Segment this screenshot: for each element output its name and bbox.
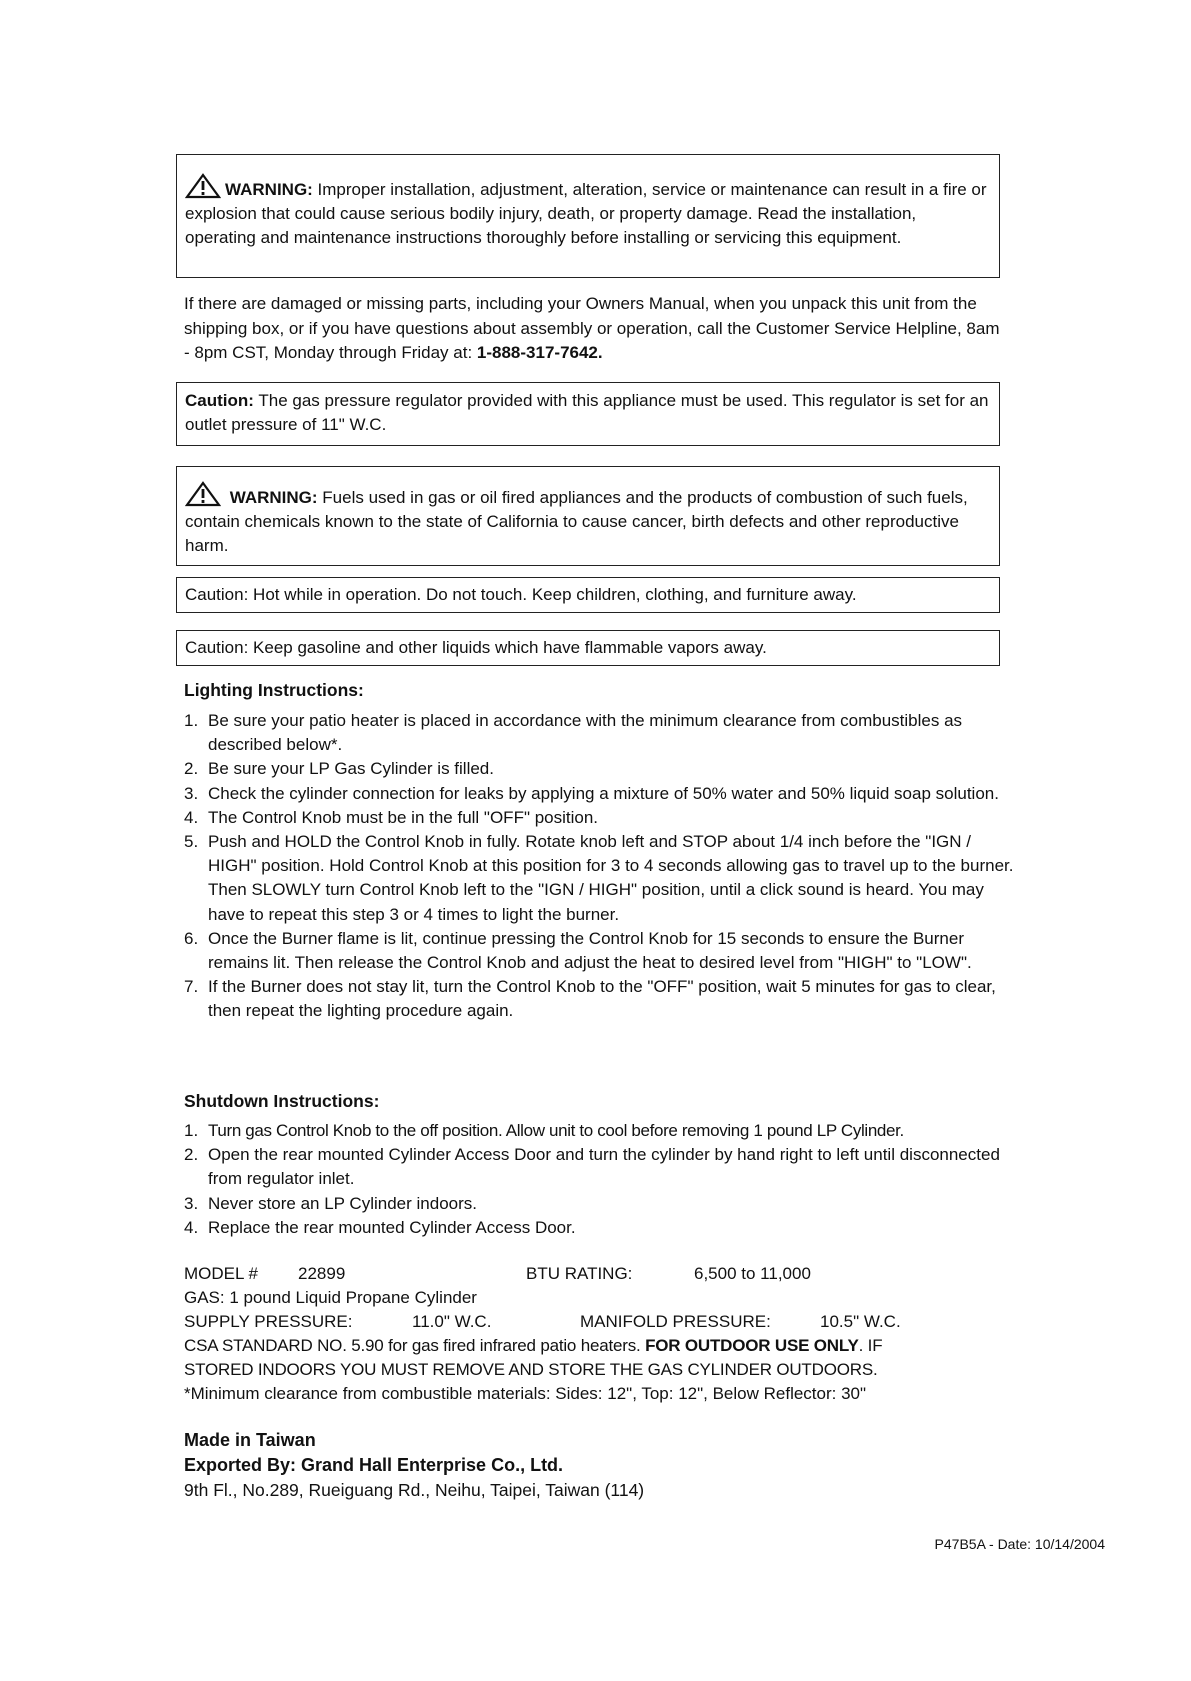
list-item: 3. Never store an LP Cylinder indoors. (184, 1193, 477, 1213)
shutdown-heading: Shutdown Instructions: (184, 1091, 380, 1111)
warning-california-text: Fuels used in gas or oil fired appliances and the products of combustion of such fuels, contain chemicals known to the state of California to cause cancer, birth defects and other reproductive harm. (185, 488, 968, 555)
caution-regulator-text: The gas pressure regulator provided with this appliance must be used. This regulator is set for an outlet pressure of 11" W.C. (185, 391, 989, 434)
btu-label: BTU RATING: (526, 1264, 633, 1283)
caution-box-gasoline (176, 630, 1000, 666)
helpline-paragraph (184, 292, 1004, 366)
list-item: 7. If the Burner does not stay lit, turn the Control Knob to the "OFF" position, wait 5 minutes for gas to clear, then repeat the lighting procedure again. (184, 977, 996, 1021)
caution-box-regulator (176, 382, 1000, 446)
caution-label: Caution: (185, 391, 254, 410)
exported-by: Exported By: Grand Hall Enterprise Co., Ltd. (184, 1455, 564, 1475)
warning-label: WARNING: (225, 180, 313, 199)
model-label: MODEL # (184, 1264, 259, 1283)
address: 9th Fl., No.289, Rueiguang Rd., Neihu, Taipei, Taiwan (114) (184, 1480, 645, 1500)
warning-label: WARNING: (229, 488, 318, 507)
supply-value: 11.0" W.C. (412, 1312, 492, 1331)
list-item: 5. Push and HOLD the Control Knob in fully. Rotate knob left and STOP about 1/4 inch before the "IGN / HIGH" position. Hold Control Knob at this position for 3 to 4 seconds allowing gas to travel up to the burner. Then SLOWLY turn Control Knob left to the "IGN / HIGH" position, until a click sound is heard. You may have to repeat this step 3 or 4 times to light the burner. (184, 832, 1014, 924)
list-item: 6. Once the Burner flame is lit, continue pressing the Control Knob for 15 seconds to ensure the Burner remains lit. Then release the Control Knob and adjust the heat to desired level from "HIGH" to "LOW". (184, 928, 972, 973)
caution-hot-text: Caution: Hot while in operation. Do not touch. Keep children, clothing, and furniture away. (185, 585, 857, 604)
csa-standard: CSA STANDARD NO. 5.90 for gas fired infrared patio heaters. FOR OUTDOOR USE ONLY. IF (184, 1336, 883, 1355)
warning-box-california (176, 466, 1000, 566)
model-value: 22899 (298, 1264, 346, 1283)
shutdown-steps-list (184, 1119, 1014, 1240)
manifold-label: MANIFOLD PRESSURE: (580, 1312, 771, 1331)
lighting-heading: Lighting Instructions: (184, 680, 364, 700)
list-item: 2. Open the rear mounted Cylinder Access Door and turn the cylinder by hand right to left until disconnected from regulator inlet. (184, 1145, 1000, 1189)
made-in: Made in Taiwan (184, 1430, 316, 1450)
caution-gasoline-text: Caution: Keep gasoline and other liquids which have flammable vapors away. (185, 638, 767, 657)
clearance-note: *Minimum clearance from combustible materials: Sides: 12", Top: 12", Below Reflector: 30" (184, 1384, 867, 1403)
list-item: 4. Replace the rear mounted Cylinder Access Door. (184, 1217, 576, 1237)
warning-box-installation (176, 154, 1000, 278)
stored-indoors-notice: STORED INDOORS YOU MUST REMOVE AND STORE THE GAS CYLINDER OUTDOORS. (184, 1360, 878, 1379)
helpline-phone: 1-888-317-7642. (476, 343, 603, 362)
caution-box-hot (176, 577, 1000, 613)
document-code: P47B5A - Date: 10/14/2004 (934, 1536, 1105, 1552)
list-item: 2. Be sure your LP Gas Cylinder is filled. (184, 759, 494, 779)
lighting-steps-list (184, 709, 1014, 1024)
btu-value: 6,500 to 11,000 (694, 1264, 811, 1283)
list-item: 3. Check the cylinder connection for leaks by applying a mixture of 50% water and 50% liquid soap solution. (184, 783, 999, 803)
outdoor-use-only: FOR OUTDOOR USE ONLY (645, 1336, 859, 1355)
warning-triangle-icon (185, 173, 221, 199)
helpline-text: If there are damaged or missing parts, including your Owners Manual, when you unpack this unit from the shipping box, or if you have questions about assembly or operation, call the Customer Service Helpline, 8am - 8pm CST, Monday through Friday at: (184, 294, 1000, 362)
gas-spec: GAS: 1 pound Liquid Propane Cylinder (184, 1288, 477, 1307)
list-item: 1. Turn gas Control Knob to the off position. Allow unit to cool before removing 1 pound LP Cylinder. (184, 1121, 904, 1140)
list-item: 1. Be sure your patio heater is placed in accordance with the minimum clearance from combustibles as described below*. (184, 711, 963, 755)
list-item: 4. The Control Knob must be in the full "OFF" position. (184, 807, 599, 827)
warning-triangle-icon (185, 481, 221, 507)
supply-label: SUPPLY PRESSURE: (184, 1312, 353, 1331)
warning-text: Improper installation, adjustment, alteration, service or maintenance can result in a fire or explosion that could cause serious bodily injury, death, or property damage. Read the installation, operating and maintenance instructions thoroughly before installing or servicing this equipment. (185, 180, 987, 247)
manifold-value: 10.5" W.C. (820, 1312, 901, 1331)
